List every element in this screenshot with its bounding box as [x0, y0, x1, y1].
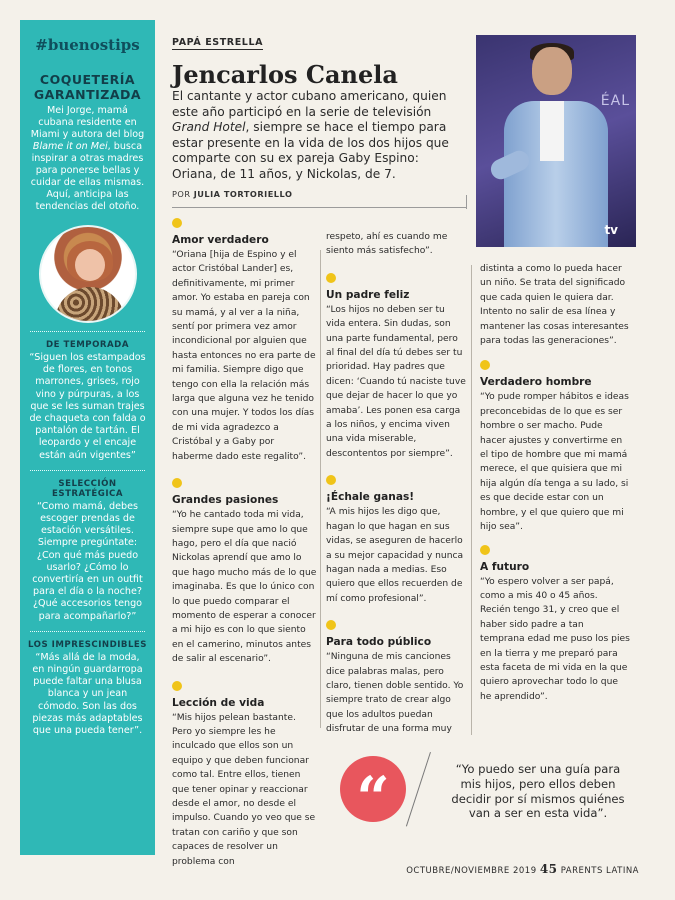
section-heading: Un padre feliz	[326, 288, 410, 301]
sidebar-tips	[20, 20, 155, 855]
section-heading: Para todo público	[326, 636, 432, 649]
tip-title: DE TEMPORADA	[46, 340, 129, 350]
section-text: “Mis hijos pelean bastante. Pero yo siempre les he inculcado que ellos son un equipo y que deben funcionar como tal. Entre ellos, tienen que tener opinar y reaccionar desde el amor, no desde el impulso. Cuando yo veo que se tratan con cariño y que son capaces de resolver un problema con	[172, 712, 316, 867]
section-heading: ¡Échale ganas!	[326, 491, 415, 504]
column-divider	[320, 250, 321, 728]
section-text: “Yo pude romper hábitos e ideas preconcebidas de lo que es ser hombre o ser macho. Pude hacer ajustes y convertirme en el tipo de hombre que mi mamá merece, el que quisiera que mi hija algún día tenga a su lado, si es que decide estar con un hombre, y el que quiero que mi hijo sea”.	[480, 392, 629, 533]
magazine-name: PARENTS LATINA	[560, 866, 639, 876]
divider	[466, 195, 467, 209]
section-heading: Lección de vida	[172, 696, 265, 709]
article-title: Jencarlos Canela	[172, 60, 398, 89]
bullet-dot-icon	[172, 681, 182, 691]
column-1	[172, 218, 317, 869]
divider	[172, 207, 467, 208]
tip-text: “Siguen los estampados de flores, en tonos marrones, grises, rojo vino y púrpuras, a los que se les suman trajes de chaqueta con falda o pantalón de tartán. El leopardo y el encaje están aún vigentes”	[29, 352, 146, 461]
section-text: respeto, ahí es cuando me siento más satisfecho”.	[326, 232, 448, 257]
column-2	[326, 230, 466, 737]
bullet-dot-icon	[172, 478, 182, 488]
bullet-dot-icon	[326, 620, 336, 630]
section-heading: A futuro	[480, 560, 530, 573]
section-text: “Ninguna de mis canciones dice palabras malas, pero claro, tienen doble sentido. Yo siempre trato de crear algo que los adultos puedan disfrutar de una forma muy	[326, 652, 464, 735]
bullet-dot-icon	[480, 545, 490, 555]
bullet-dot-icon	[172, 218, 182, 228]
quote-mark-icon: “	[340, 756, 406, 822]
tip-text: “Como mamá, debes escoger prendas de estación versátiles. Siempre pregúntate: ¿Con qué más puedo usarlo? ¿Cómo lo convertiría en un outfit para el día o la noche? ¿Qué accesorios tengo para acompañarlo?”	[32, 500, 143, 622]
section-text: “A mis hijos les digo que, hagan lo que hagan en sus vidas, se aseguren de hacerlo a su mejor capacidad y nunca hagan nada a medias. Eso quiero que ellos recuerden de mí como profesional”.	[326, 507, 464, 604]
page-number: 45	[539, 862, 558, 876]
section-heading: Grandes pasiones	[172, 494, 279, 507]
divider	[406, 752, 431, 826]
column-divider	[471, 265, 472, 735]
section-heading: Amor verdadero	[172, 234, 269, 246]
sidebar-intro: Mei Jorge, mamá cubana residente en Miami y autora del blog Blame it on Mei, busca inspirar a otras madres para ponerse bellas y cuidar de ellas mismas. Aquí, anticipa las tendencias del otoño.	[30, 105, 145, 212]
section-text: “Los hijos no deben ser tu vida entera. Sin dudas, son una parte fundamental, pero al final del día tú debes ser tu prioridad. Hay padres que dicen: ‘Cuando tú naciste tuve que dejar de hacer lo que yo amaba’. Les ponen esa carga a los niños, y encima viven una vida miserable, descontentos por siempre”.	[326, 304, 466, 459]
avatar	[39, 225, 137, 323]
photo-backdrop-logo: tv	[604, 223, 618, 237]
photo-backdrop-logo: ÉAL	[600, 93, 630, 109]
tip-text: “Más allá de la moda, en ningún guardarropa puede faltar una blusa blanca y un jean cómodo. Son las dos piezas más adaptables que una pueda tener”.	[32, 651, 143, 737]
page-footer	[406, 862, 639, 876]
bullet-dot-icon	[480, 360, 490, 370]
divider	[30, 470, 145, 471]
divider	[30, 631, 145, 632]
section-kicker: PAPÁ ESTRELLA	[172, 37, 264, 48]
tip-title: LOS IMPRESCINDIBLES	[28, 639, 147, 650]
byline: POR JULIA TORTORIELLO	[172, 189, 293, 199]
bullet-dot-icon	[326, 273, 336, 283]
section-heading: Verdadero hombre	[480, 376, 592, 389]
article-deck: El cantante y actor cubano americano, quien este año participó en la serie de televisión Grand Hotel, siempre se hace el tiempo para estar presente en la vida de los dos hijos que comparte con su ex pareja Gaby Espino: Oriana, de 11 años, y Nickolas, de 7.	[172, 89, 449, 181]
section-text: “Yo he cantado toda mi vida, siempre supe que amo lo que hago, pero el día que nació Nickolas aprendí que amo lo que hago mucho más de lo que imaginaba. Es que lo único con lo que puedo comparar el momento de esperar a conocer a mi hijo es con lo que siento en el camerino, minutos antes de salir al escenario”.	[172, 510, 317, 665]
sidebar-section-title: COQUETERÍA GARANTIZADA	[33, 72, 142, 102]
column-3	[480, 262, 630, 704]
section-text: distinta a como lo pueda hacer un niño. Se trata del significado que cada quien le quiera dar. Intento no salir de esa línea y mantener las cosas interesantes para todas las generaciones”.	[480, 264, 629, 347]
issue-date: OCTUBRE/NOVIEMBRE 2019	[406, 866, 537, 876]
divider	[30, 331, 145, 332]
pull-quote: “Yo puedo ser una guía para mis hijos, pero ellos deben decidir por sí mismos quiénes van a ser en esta vida”.	[451, 762, 625, 821]
section-text: “Yo espero volver a ser papá, como a mis 40 o 45 años. Recién tengo 31, y creo que el haber sido padre a tan temprana edad me puso los pies en la tierra y me preparó para esta faceta de mi vida en la que quiero aprovechar todo lo que he aprendido”.	[480, 576, 630, 702]
tip-title: SELECCIÓN ESTRATÉGICA	[52, 478, 123, 499]
hashtag-title: #buenostips	[35, 36, 140, 54]
bullet-dot-icon	[326, 475, 336, 485]
section-text: “Oriana [hija de Espino y el actor Cristóbal Lander] es, definitivamente, mi primer amor. Yo estaba en pareja con su mamá, y al ver a la niña, sentí por primera vez amor incondicional por alguien que hasta entonces no era parte de mi familia. Siempre digo que tengo con ella la relación más larga que alguna vez he tenido con una mujer. Y todos los días de mi vida agradezco a Cristóbal y a Gaby por haberme dado este regalito”.	[172, 250, 316, 462]
hero-photo	[476, 35, 636, 247]
